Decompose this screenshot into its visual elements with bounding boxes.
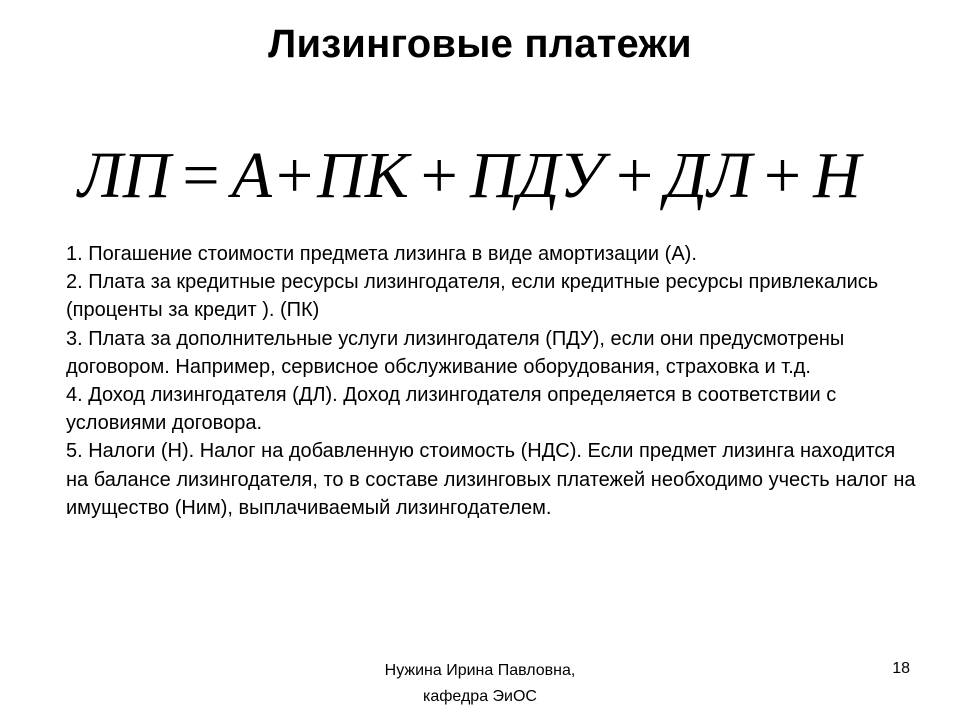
list-item-lessor-income: 4. Доход лизингодателя (ДЛ). Доход лизингодателя определяется в соответствии с условиями договора. <box>66 384 837 435</box>
author-name: Нужина Ирина Павловна, <box>384 662 576 679</box>
list-item-taxes: 5. Налоги (Н). Налог на добавленную стоимость (НДС). Если предмет лизинга находится на балансе лизингодателя, то в составе лизинговых платежей необходимо учесть налог на имущество (Ним), выплачиваемый лизингодателем. <box>66 440 916 519</box>
list-item-credit-fee: 2. Плата за кредитные ресурсы лизингодателя, если кредитные ресурсы привлекались (проценты за кредит ). (ПК) <box>66 271 879 322</box>
formula-plus: + <box>615 139 654 212</box>
list-item-amortization: 1. Погашение стоимости предмета лизинга в виде амортизации (А). <box>66 243 697 265</box>
slide-title: Лизинговые платежи <box>268 22 692 66</box>
page-number: 18 <box>892 660 910 677</box>
formula-plus: + <box>763 139 802 212</box>
formula-plus: + <box>275 139 314 212</box>
list-item-extra-services: 3. Плата за дополнительные услуги лизингодателя (ПДУ), если они предусмотрены договором. Например, сервисное обслуживание оборудования, страховка и т.д. <box>66 327 845 378</box>
formula-term-lp: ЛП <box>78 139 171 212</box>
leasing-payment-formula <box>78 136 938 216</box>
formula-term-dl: ДЛ <box>665 139 752 212</box>
formula-term-a: А <box>231 139 272 212</box>
formula-equals: = <box>182 139 220 212</box>
footer-author <box>330 658 630 710</box>
author-department: кафедра ЭиОС <box>423 688 537 705</box>
payment-components-list <box>66 240 916 522</box>
formula-term-pdu: ПДУ <box>469 139 604 212</box>
formula-plus: + <box>420 139 458 212</box>
formula-term-pk: ПК <box>317 139 409 212</box>
formula-term-n: Н <box>813 139 861 212</box>
